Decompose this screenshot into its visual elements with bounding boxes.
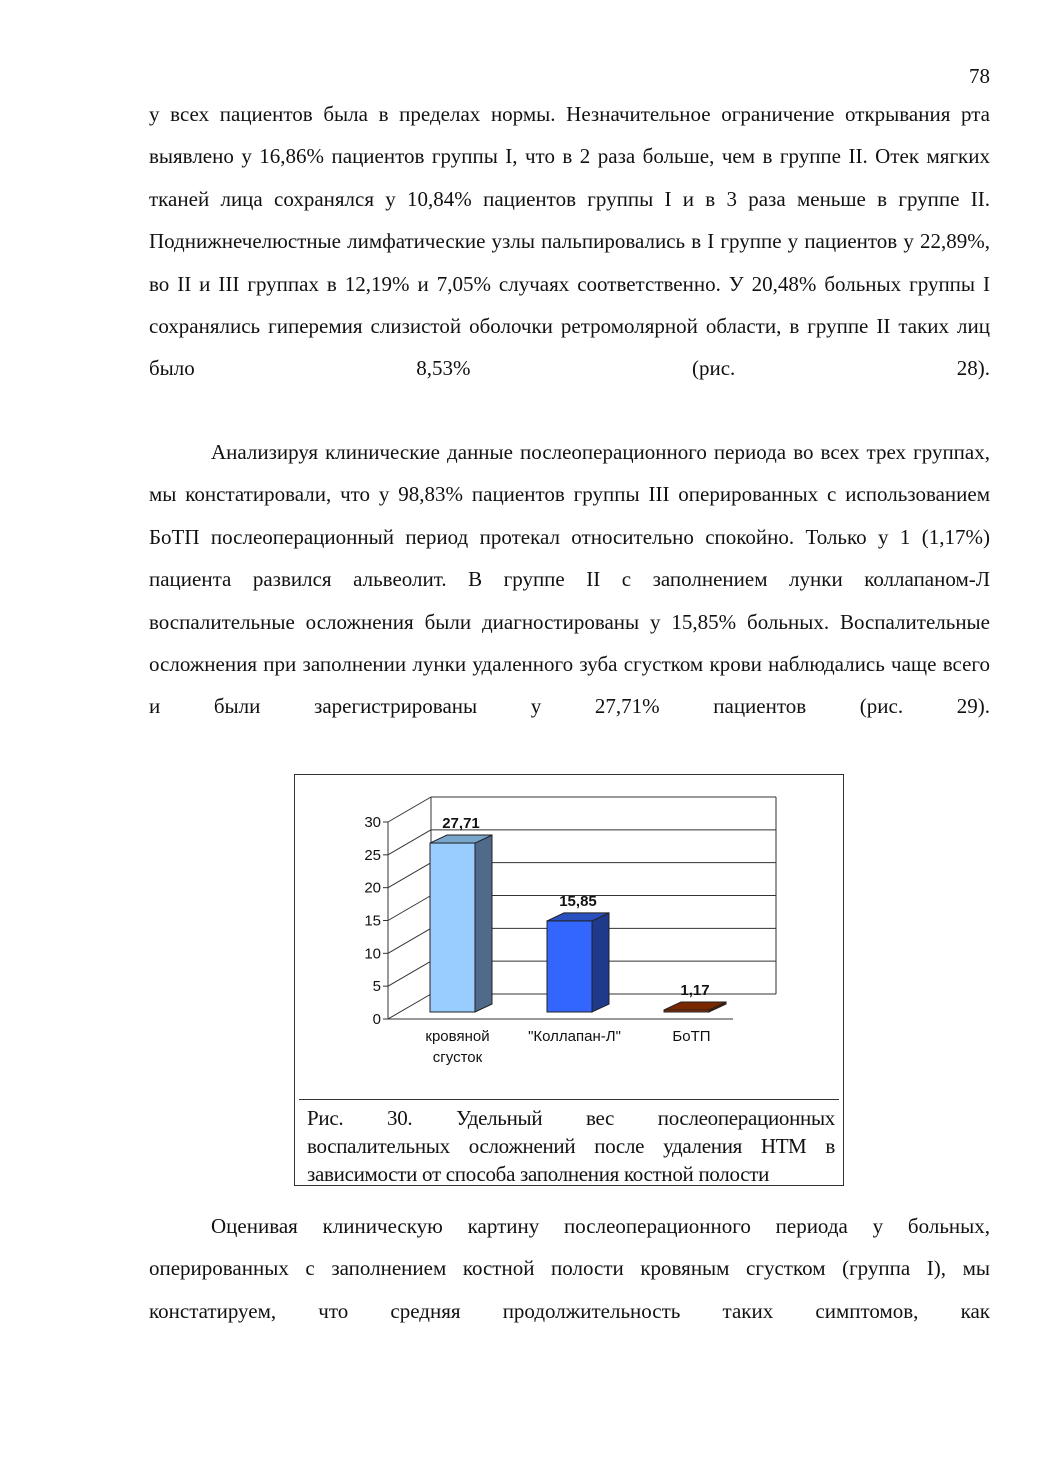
data-label-2: 1,17	[680, 982, 710, 999]
caption-line-1: Рис. 30. Удельный вес послеоперационных	[307, 1106, 835, 1130]
bar-side-0	[475, 835, 492, 1012]
caption-line-3: зависимости от способа заполнения костной полости	[307, 1162, 770, 1186]
y-tick-label-6: 30	[364, 814, 381, 831]
y-tick-label-4: 20	[364, 879, 381, 897]
y-tick-label-3: 15	[364, 912, 381, 930]
bar-0	[430, 843, 475, 1012]
data-label-1: 15,85	[559, 892, 597, 910]
category-label-1: "Коллапан-Л"	[528, 1028, 621, 1045]
paragraph-1: у всех пациентов была в пределах нормы. Незначительное ограничение открывания рта выявлено у 16,86% пациентов группы I, что в 2 раза больше, чем в группе II. Отек мягких тканей лица сохранялся у 10,84% пациентов группы I и в 3 раза меньше в группе II. Поднижнечелюстные лимфатические узлы пальпировались в I группе у пациентов у 22,89%, во II и III группах в 12,19% и 7,05% случаях соответственно. У 20,48% больных группы I сохранялись гиперемия слизистой оболочки ретромолярной области, в группе II таких лиц было 8,53% (рис. 28).	[149, 102, 990, 381]
category-label-0-1: сгусток	[432, 1049, 483, 1066]
paragraph-2: Анализируя клинические данные послеоперационного периода во всех трех группах, мы констатировали, что у 98,83% пациентов группы III оперированных с использованием БоТП послеоперационный период протекал относительно спокойно. Только у 1 (1,17%) пациента развился альвеолит. В группе II с заполнением лунки коллапаном-Л воспалительные осложнения были диагностированы у 15,85% больных. Воспалительные осложнения при заполнении лунки удаленного зуба сгустком крови наблюдались чаще всего и были зарегистрированы у 27,71% пациентов (рис. 29).	[149, 440, 990, 719]
page-number: 78	[969, 64, 990, 88]
gridline-side-3	[388, 896, 431, 921]
caption-line-2: воспалительных осложнений после удаления НТМ в	[307, 1134, 835, 1158]
figure-caption	[299, 1099, 839, 1186]
category-label-0-0: кровяной	[425, 1028, 490, 1045]
data-label-0: 27,71	[442, 815, 480, 833]
gridline-side-0	[388, 994, 431, 1019]
bar-1	[547, 921, 592, 1012]
gridline-side-6	[388, 797, 431, 822]
paragraph-3: Оценивая клиническую картину послеоперационного периода у больных, оперированных с заполнением костной полости кровяным сгустком (группа I), мы констатируем, что средняя продолжительность таких симптомов, как	[149, 1214, 990, 1323]
gridline-side-5	[388, 830, 431, 855]
y-tick-label-0: 0	[372, 1011, 381, 1028]
y-tick-label-1: 5	[372, 978, 381, 996]
gridline-side-1	[388, 961, 431, 986]
gridline-side-2	[388, 928, 431, 953]
category-label-2: БоТП	[672, 1028, 711, 1045]
y-tick-label-2: 10	[364, 945, 381, 963]
bar-side-1	[592, 913, 609, 1012]
bar-chart	[295, 775, 843, 1099]
y-tick-label-5: 25	[364, 846, 381, 864]
figure-30	[294, 774, 844, 1186]
gridline-side-4	[388, 863, 431, 888]
